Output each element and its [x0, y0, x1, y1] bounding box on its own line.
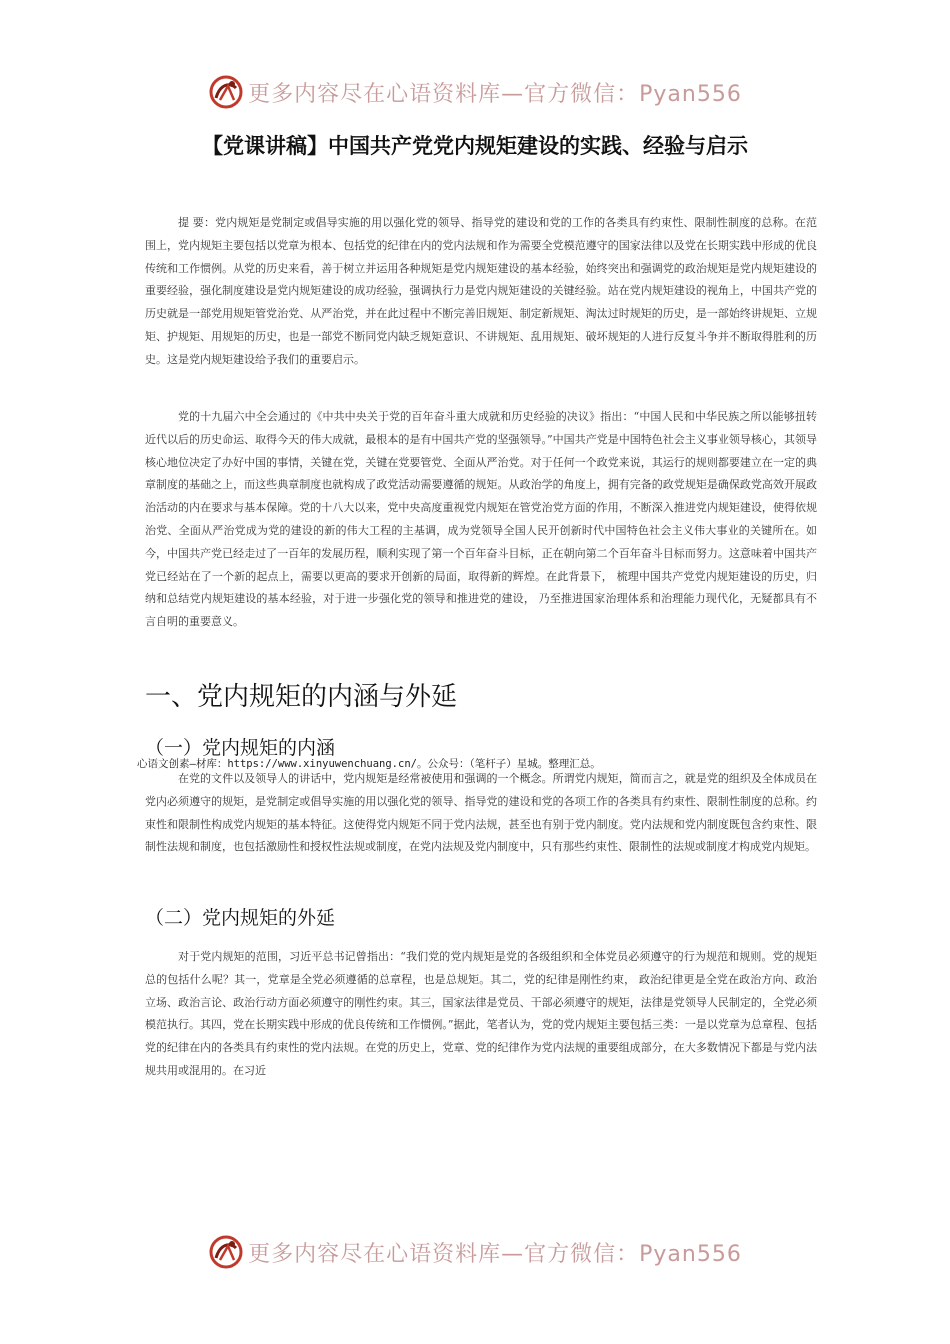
banner-text: 更多内容尽在心语资料库—官方微信：Pyan556: [248, 81, 742, 107]
banner-text: 更多内容尽在心语资料库—官方微信：Pyan556: [248, 1241, 742, 1267]
xinyu-logo-icon: [208, 1234, 244, 1270]
abstract-paragraph: 提 要：党内规矩是党制定或倡导实施的用以强化党的领导、指导党的建设和党的工作的各类具有约束性、限制性制度的总称。在范围上，党内规矩主要包括以党章为根本、包括党的纪律在内的党内法规和作为需要全党模范遵守的国家法律以及党在长期实践中形成的优良传统和工作惯例。从党的历史来看，善于树立并运用各种规矩是党内规矩建设的基本经验，始终突出和强调党的政治规矩是党内规矩建设的重要经验，强化制度建设是党内规矩建设的成功经验，强调执行力是党内规矩建设的关键经验。站在党内规矩建设的视角上，中国共产党的历史就是一部党用规矩管党治党、从严治党，并在此过程中不断完善旧规矩、制定新规矩、淘汰过时规矩的历史，是一部始终讲规矩、立规矩、护规矩、用规矩的历史，也是一部党不断同党内缺乏规矩意识、不讲规矩、乱用规矩、破坏规矩的人进行反复斗争并不断取得胜利的历史。这是党内规矩建设给予我们的重要启示。: [145, 216, 817, 366]
subsection-1-paragraph: 在党的文件以及领导人的讲话中，党内规矩是经常被使用和强调的一个概念。所谓党内规矩，简而言之，就是党的组织及全体成员在党内必须遵守的规矩，是党制定或倡导实施的用以强化党的领导、指导党的建设和党的各项工作的各类具有约束性、限制性制度的总称。约束性和限制性构成党内规矩的基本特征。这使得党内规矩不同于党内法规，甚至也有别于党内制度。党内法规和党内制度既包含约束性、限制性法规和制度，也包括激励性和授权性法规或制度，在党内法规及党内制度中，只有那些约束性、限制性的法规或制度才构成党内规矩。: [145, 772, 817, 854]
section-heading-1: 一、党内规矩的内涵与外延: [145, 682, 458, 712]
subsection-heading-1: （一）党内规矩的内涵: [145, 737, 336, 759]
intro-paragraph: 党的十九届六中全会通过的《中共中央关于党的百年奋斗重大成就和历史经验的决议》指出：“中国人民和中华民族之所以能够扭转近代以后的历史命运、取得今天的伟大成就，最根本的是有中国共产党的坚强领导。”中国共产党是中国特色社会主义事业领导核心，其领导核心地位决定了办好中国的事情，关键在党，关键在党要管党、全面从严治党。对于任何一个政党来说，其运行的规则都要建立在一定的典章制度的基础之上，而这些典章制度也就构成了政党活动需要遵循的规矩。从政治学的角度上，拥有完备的政党规矩是确保政党高效开展政治活动的内在要求与基本保障。党的十八大以来，党中央高度重视党内规矩在管党治党方面的作用，不断深入推进党内规矩建设，使得依规治党、全面从严治党成为党的建设的新的伟大工程的主基调，成为党领导全国人民开创新时代中国特色社会主义伟大事业的关键所在。如今，中国共产党已经走过了一百年的发展历程，顺利实现了第一个百年奋斗目标，正在朝向第二个百年奋斗目标而努力。这意味着中国共产党已经站在了一个新的起点上，需要以更高的要求开创新的局面，取得新的辉煌。在此背景下， 梳理中国共产党党内规矩建设的历史，归纳和总结党内规矩建设的基本经验，对于进一步强化党的领导和推进党的建设， 乃至推进国家治理体系和治理能力现代化，无疑都具有不言自明的重要意义。: [145, 410, 817, 629]
header-banner: [0, 72, 950, 112]
source-note: 心语文创素—材库：https://www.xinyuwenchuang.cn/。公众号：（笔杆子）星城。整理汇总。: [137, 758, 601, 770]
document-title: 【党课讲稿】中国共产党党内规矩建设的实践、经验与启示: [202, 134, 748, 158]
subsection-2-paragraph: 对于党内规矩的范围，习近平总书记曾指出：“我们党的党内规矩是党的各级组织和全体党员必须遵守的行为规范和规则。党的规矩总的包括什么呢？其一，党章是全党必须遵循的总章程，也是总规矩。其二，党的纪律是刚性约束， 政治纪律更是全党在政治方向、政治立场、政治言论、政治行动方面必须遵守的刚性约束。其三，国家法律是党员、干部必须遵守的规矩，法律是党领导人民制定的，全党必须模范执行。其四，党在长期实践中形成的优良传统和工作惯例。”据此，笔者认为，党的党内规矩主要包括三类：一是以党章为总章程、包括党的纪律在内的各类具有约束性的党内法规。在党的历史上，党章、党的纪律作为党内法规的重要组成部分，在大多数情况下都是与党内法规共用或混用的。在习近: [145, 950, 817, 1077]
footer-banner: [0, 1232, 950, 1272]
subsection-heading-2: （二）党内规矩的外延: [145, 907, 336, 929]
xinyu-logo-icon: [208, 74, 244, 110]
